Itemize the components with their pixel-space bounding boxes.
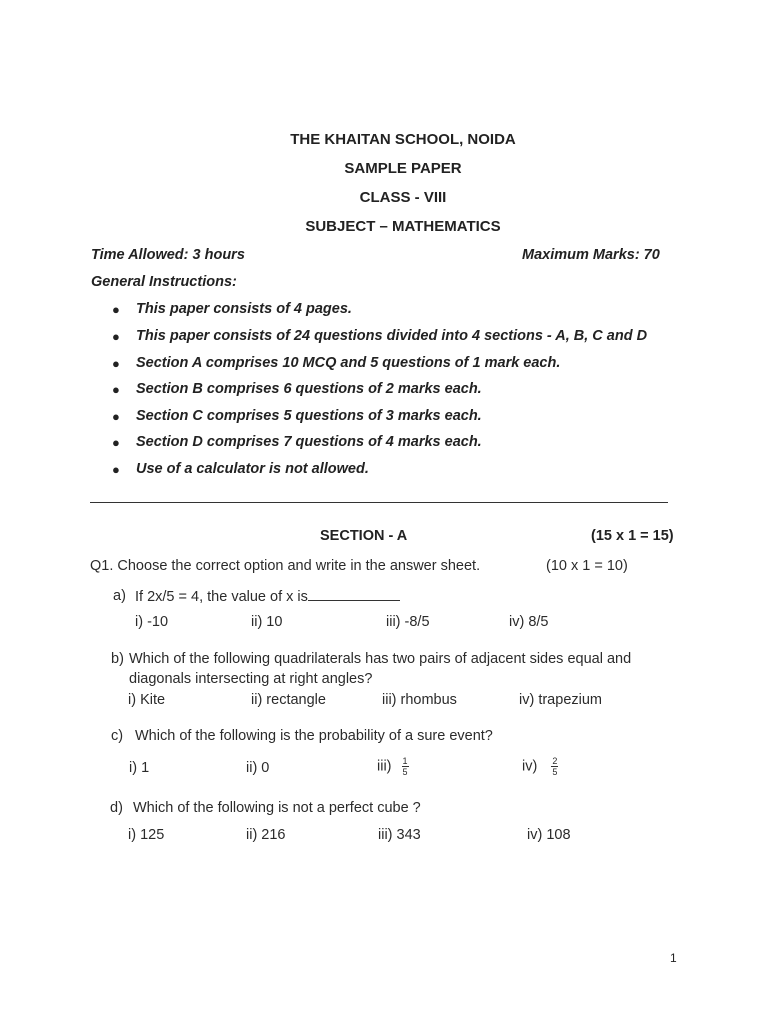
q1b-label: b) [111,651,124,667]
instruction-item: Section A comprises 10 MCQ and 5 questions of 1 mark each. [136,355,561,371]
fraction [402,756,409,777]
q1-text: Q1. Choose the correct option and write in the answer sheet. [90,558,481,574]
q1b-option: iii) rhombus [382,692,457,708]
bullet-icon: ● [112,302,120,317]
q1a-label: a) [113,588,126,604]
q1d-option: ii) 216 [246,827,286,843]
instructions-title: General Instructions: [91,274,237,290]
q1c-label: c) [111,728,124,744]
q1a-option: i) -10 [135,614,169,630]
paper-title: SAMPLE PAPER [344,160,462,177]
page-number: 1 [670,951,677,965]
bullet-icon: ● [112,329,120,344]
q1b-text-line2: diagonals intersecting at right angles? [129,671,373,687]
q1c-option-fraction [377,756,409,777]
bullet-icon: ● [112,462,120,477]
instruction-item: Section D comprises 7 questions of 4 marks each. [136,434,482,450]
maximum-marks: Maximum Marks: 70 [522,247,660,263]
school-name: THE KHAITAN SCHOOL, NOIDA [290,131,516,148]
q1a-option: iv) 8/5 [509,614,549,630]
q1b-option: ii) rectangle [251,692,326,708]
instruction-item: Section C comprises 5 questions of 3 marks each. [136,408,482,424]
class-title: CLASS - VIII [359,189,447,206]
q1d-option: iii) 343 [378,827,421,843]
q1b-option: iv) trapezium [519,692,602,708]
section-title: SECTION - A [320,528,408,544]
q1c-option: ii) 0 [246,760,270,776]
q1b-text-line1: Which of the following quadrilaterals has two pairs of adjacent sides equal and [129,651,632,667]
answer-blank [308,588,400,601]
instruction-item: Section B comprises 6 questions of 2 marks each. [136,381,482,397]
q1-marks: (10 x 1 = 10) [546,558,628,574]
bullet-icon: ● [112,382,120,397]
q1a-option: iii) -8/5 [386,614,430,630]
fraction-numerator: 2 [552,756,558,766]
q1c-option: i) 1 [129,760,150,776]
q1c-option-label: iv) [522,758,538,775]
q1a-option: ii) 10 [251,614,283,630]
instruction-item: This paper consists of 4 pages. [136,301,352,317]
q1d-label: d) [110,800,123,816]
q1a-question [135,588,400,605]
q1d-text: Which of the following is not a perfect cube ? [133,800,421,816]
q1d-option: iv) 108 [527,827,571,843]
q1d-option: i) 125 [128,827,165,843]
instruction-item: Use of a calculator is not allowed. [136,461,369,477]
q1b-option: i) Kite [128,692,166,708]
bullet-icon: ● [112,409,120,424]
subject-title: SUBJECT – MATHEMATICS [305,218,501,235]
q1c-text: Which of the following is the probability of a sure event? [135,728,493,744]
bullet-icon: ● [112,435,120,450]
fraction-denominator: 5 [402,767,408,777]
fraction-numerator: 1 [402,756,408,766]
instruction-item: This paper consists of 24 questions divided into 4 sections - A, B, C and D [136,328,648,344]
time-allowed: Time Allowed: 3 hours [91,247,245,263]
fraction-denominator: 5 [552,767,558,777]
divider-line [90,502,668,503]
fraction [551,756,558,777]
q1c-option-fraction [522,756,558,777]
q1a-text: If 2x/5 = 4, the value of x is [135,589,308,605]
section-marks: (15 x 1 = 15) [591,528,674,544]
bullet-icon: ● [112,356,120,371]
q1c-option-label: iii) [377,758,392,775]
